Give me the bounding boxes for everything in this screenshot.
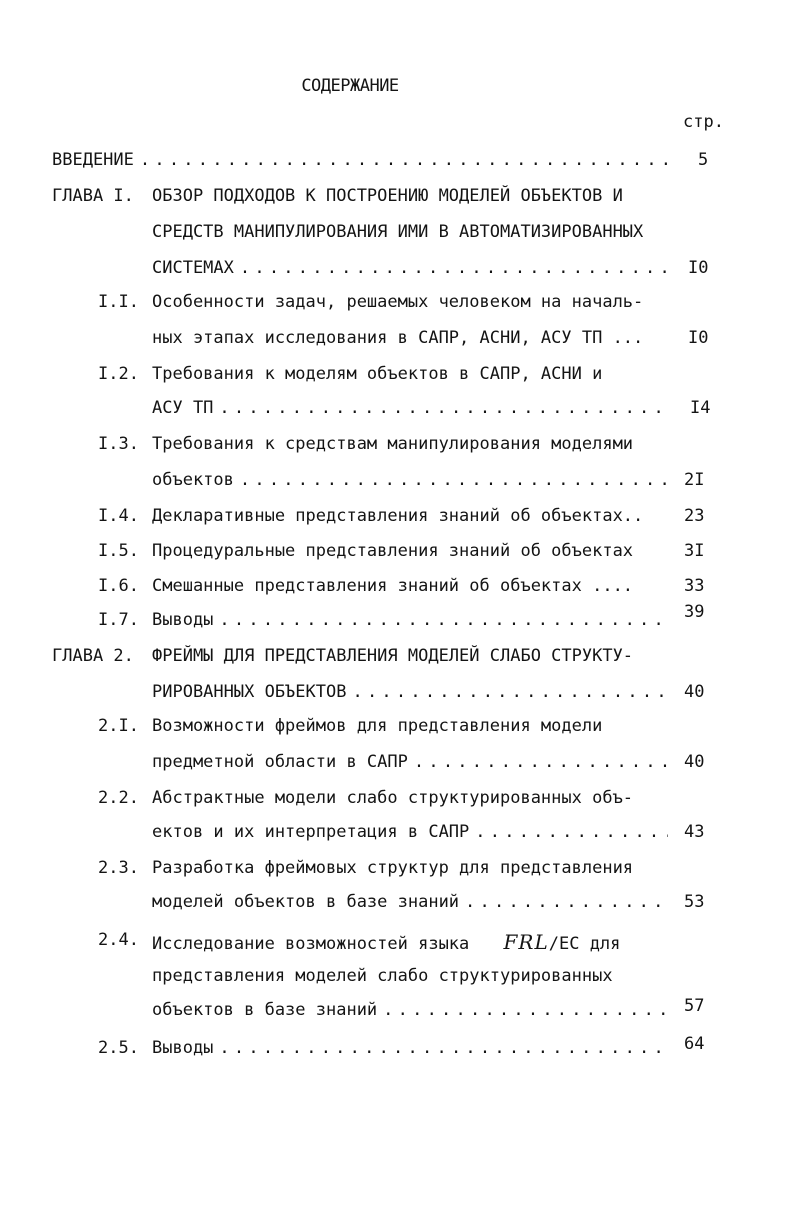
entry-title: ВВЕДЕНИЕ xyxy=(52,150,134,170)
entry-line: Требования к моделям объектов в САПР, АСНИ и xyxy=(152,364,603,384)
page-column-header: стр. xyxy=(683,112,724,132)
dot-leader xyxy=(140,150,668,170)
entry-line: Требования к средствам манипулирования моделями xyxy=(152,434,634,454)
section-number: I.3. xyxy=(98,434,139,454)
section-number: I.I. xyxy=(98,292,139,312)
section-number: 2.5. xyxy=(98,1038,139,1058)
dot-leader xyxy=(383,1000,668,1020)
entry-line: Декларативные представления знаний об объектах.. xyxy=(152,506,644,526)
chapter-number: ГЛАВА I. xyxy=(52,186,134,206)
dot-leader xyxy=(219,610,668,630)
page-number: 53 xyxy=(684,892,705,912)
page-number: 43 xyxy=(684,822,705,842)
section-number: 2.I. xyxy=(98,716,139,736)
dot-leader xyxy=(414,752,668,772)
section-number: 2.2. xyxy=(98,788,139,808)
chapter-number: ГЛАВА 2. xyxy=(52,646,134,666)
section-number: I.5. xyxy=(98,541,139,561)
page-number: 64 xyxy=(684,1034,705,1054)
entry-line: представления моделей слабо структурированных xyxy=(152,966,613,986)
entry-line: ОБЗОР ПОДХОДОВ К ПОСТРОЕНИЮ МОДЕЛЕЙ ОБЪЕКТОВ И xyxy=(152,186,623,206)
entry-line: СРЕДСТВ МАНИПУЛИРОВАНИЯ ИМИ В АВТОМАТИЗИРОВАННЫХ xyxy=(152,222,644,242)
entry-line: ектов и их интерпретация в САПР xyxy=(152,822,470,842)
dot-leader xyxy=(352,682,668,702)
entry-line: Возможности фреймов для представления модели xyxy=(152,716,603,736)
entry-line: объектов в базе знаний xyxy=(152,1000,378,1020)
page-number: 40 xyxy=(684,682,705,702)
page-number: 33 xyxy=(684,576,705,596)
page-number: 2I xyxy=(684,470,705,490)
section-number: I.6. xyxy=(98,576,139,596)
entry-line: Выводы xyxy=(152,610,214,630)
section-number: 2.3. xyxy=(98,858,139,878)
page-number: 3I xyxy=(684,541,705,561)
page-number: 57 xyxy=(684,996,705,1016)
language-name-handwritten: FRL xyxy=(503,930,549,954)
section-number: I.4. xyxy=(98,506,139,526)
entry-line xyxy=(152,930,620,954)
page-number: 40 xyxy=(684,752,705,772)
dot-leader xyxy=(219,398,668,418)
dot-leader xyxy=(240,470,668,490)
dot-leader xyxy=(219,1038,668,1058)
entry-line: моделей объектов в базе знаний xyxy=(152,892,460,912)
page-number: 39 xyxy=(684,602,705,622)
entry-line: ных этапах исследования в САПР, АСНИ, АСУ ТП ... xyxy=(152,328,644,348)
entry-line-text: Исследование возможностей языка xyxy=(152,934,470,954)
entry-line: ФРЕЙМЫ ДЛЯ ПРЕДСТАВЛЕНИЯ МОДЕЛЕЙ СЛАБО СТРУКТУ- xyxy=(152,646,634,666)
entry-line: АСУ ТП xyxy=(152,398,214,418)
page-number: I0 xyxy=(688,258,709,278)
section-number: I.2. xyxy=(98,364,139,384)
entry-line: предметной области в САПР xyxy=(152,752,408,772)
page-number: 23 xyxy=(684,506,705,526)
entry-line: Особенности задач, решаемых человеком на началь- xyxy=(152,292,644,312)
entry-line: РИРОВАННЫХ ОБЪЕКТОВ xyxy=(152,682,347,702)
page-title: СОДЕРЖАНИЕ xyxy=(301,76,399,96)
dot-leader xyxy=(240,258,668,278)
section-number: 2.4. xyxy=(98,930,139,950)
entry-line: Выводы xyxy=(152,1038,214,1058)
entry-line: СИСТЕМАХ xyxy=(152,258,234,278)
section-number: I.7. xyxy=(98,610,139,630)
entry-line-text: /ЕС для xyxy=(548,934,621,954)
entry-line: Разработка фреймовых структур для представления xyxy=(152,858,634,878)
page-number: I4 xyxy=(690,398,711,418)
entry-line: Абстрактные модели слабо структурированных объ- xyxy=(152,788,634,808)
page-number: I0 xyxy=(688,328,709,348)
dot-leader xyxy=(475,822,668,842)
page-number: 5 xyxy=(698,150,709,170)
entry-line: объектов xyxy=(152,470,234,490)
entry-line: Смешанные представления знаний об объектах .... xyxy=(152,576,634,596)
entry-line: Процедуральные представления знаний об объектах xyxy=(152,541,634,561)
dot-leader xyxy=(465,892,668,912)
